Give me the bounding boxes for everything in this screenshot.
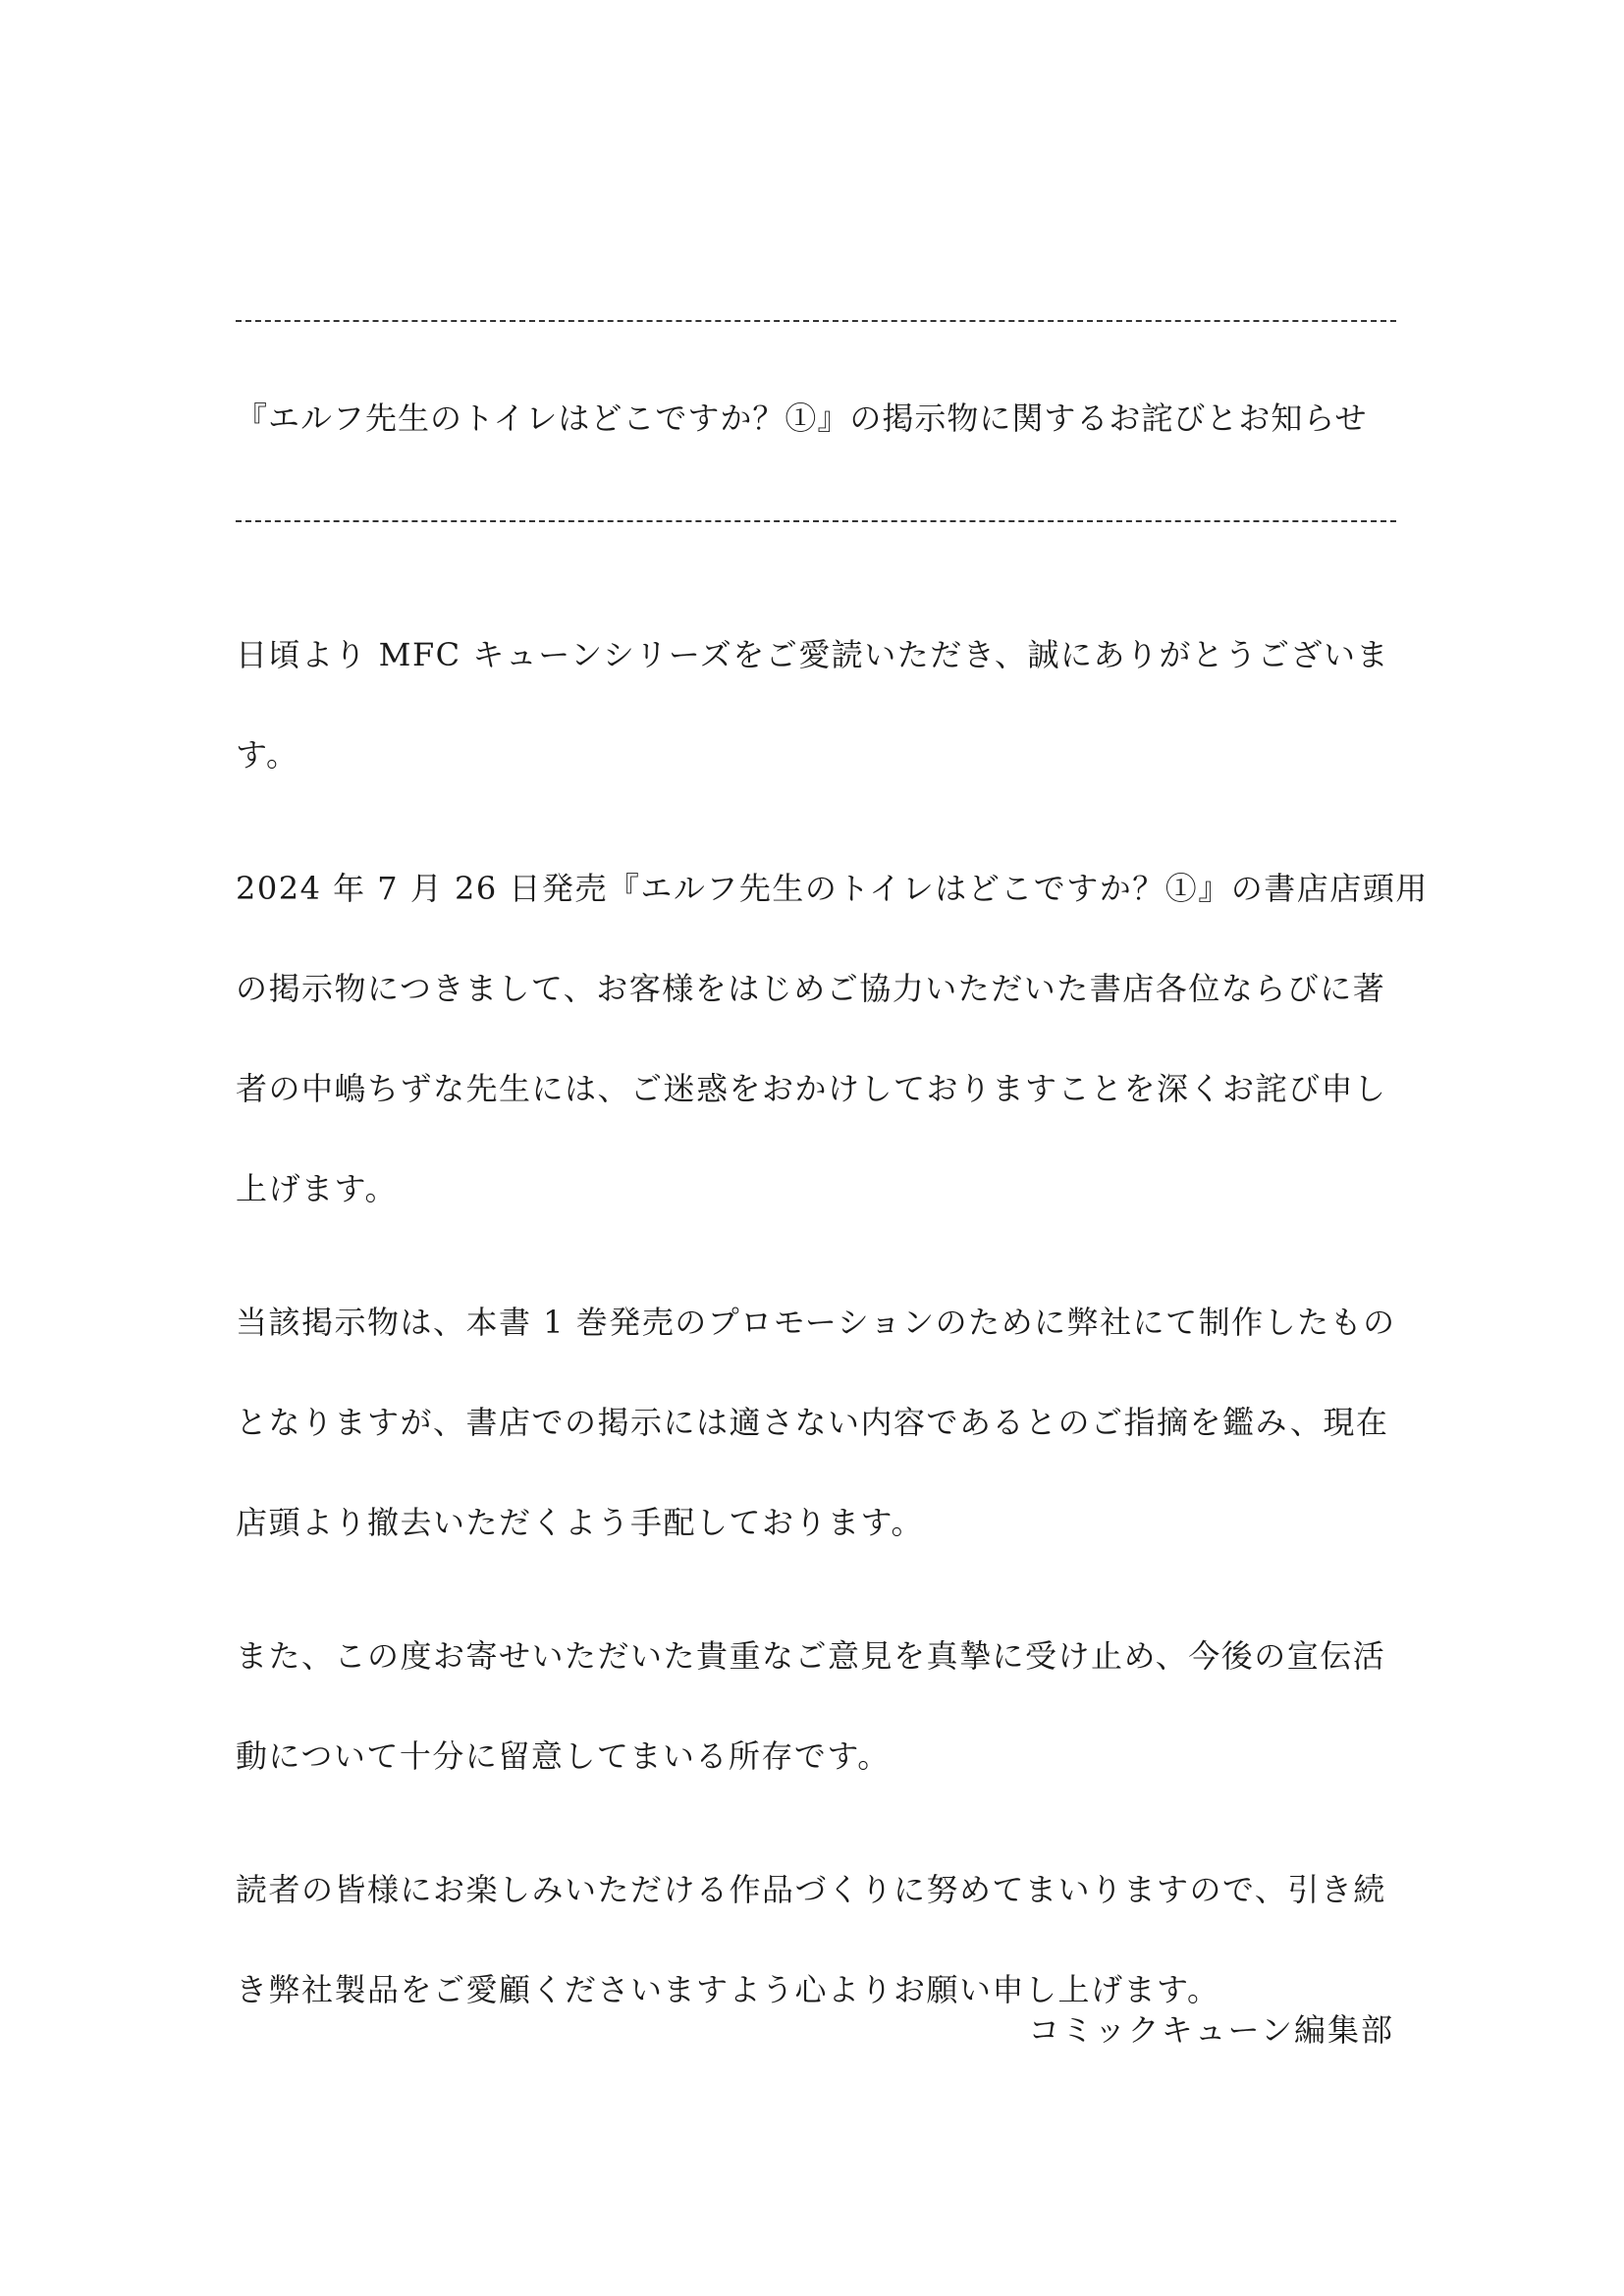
dashed-divider-bottom: [236, 520, 1396, 522]
text-line: す。: [236, 736, 299, 774]
text-line: となりますが、書店での掲示には適さない内容であるとのご指摘を鑑み、現在: [236, 1404, 1389, 1441]
text-line: 読者の皆様にお楽しみいただける作品づくりに努めてまいりますので、引き続: [236, 1871, 1386, 1908]
text-line: の掲示物につきまして、お客様をはじめご協力いただいた書店各位ならびに著: [236, 970, 1386, 1007]
text-line: 2024 年 7 月 26 日発売『エルフ先生のトイレはどこですか？①』の書店店頭用: [236, 870, 1429, 907]
editorial-signature: コミックキューン編集部: [1028, 2011, 1394, 2049]
notice-body: [236, 605, 1429, 2073]
text-line: 動について十分に留意してまいる所存です。: [236, 1737, 891, 1775]
paragraph-removal: [236, 1272, 1394, 1573]
dashed-divider-top: [236, 320, 1396, 322]
paragraph-commitment: [236, 1606, 1394, 1806]
text-line: 当該掲示物は、本書 1 巻発売のプロモーションのために弊社にて制作したもの: [236, 1304, 1396, 1341]
paragraph-apology: [236, 838, 1429, 1239]
notice-title: 『エルフ先生のトイレはどこですか？①』の掲示物に関するお詫びとお知らせ: [236, 400, 1368, 437]
text-line: 店頭より撤去いただくよう手配しております。: [236, 1504, 924, 1541]
text-line: き弊社製品をご愛顧くださいますよう心よりお願い申し上げます。: [236, 1971, 1220, 2008]
text-line: 者の中嶋ちずな先生には、ご迷惑をおかけしておりますことを深くお詫び申し: [236, 1070, 1387, 1107]
text-line: また、この度お寄せいただいた貴重なご意見を真摯に受け止め、今後の宣伝活: [236, 1637, 1386, 1675]
paragraph-greeting: [236, 605, 1394, 805]
text-line: 日頃より MFC キューンシリーズをご愛読いただき、誠にありがとうございま: [236, 636, 1389, 673]
text-line: 上げます。: [236, 1170, 398, 1207]
